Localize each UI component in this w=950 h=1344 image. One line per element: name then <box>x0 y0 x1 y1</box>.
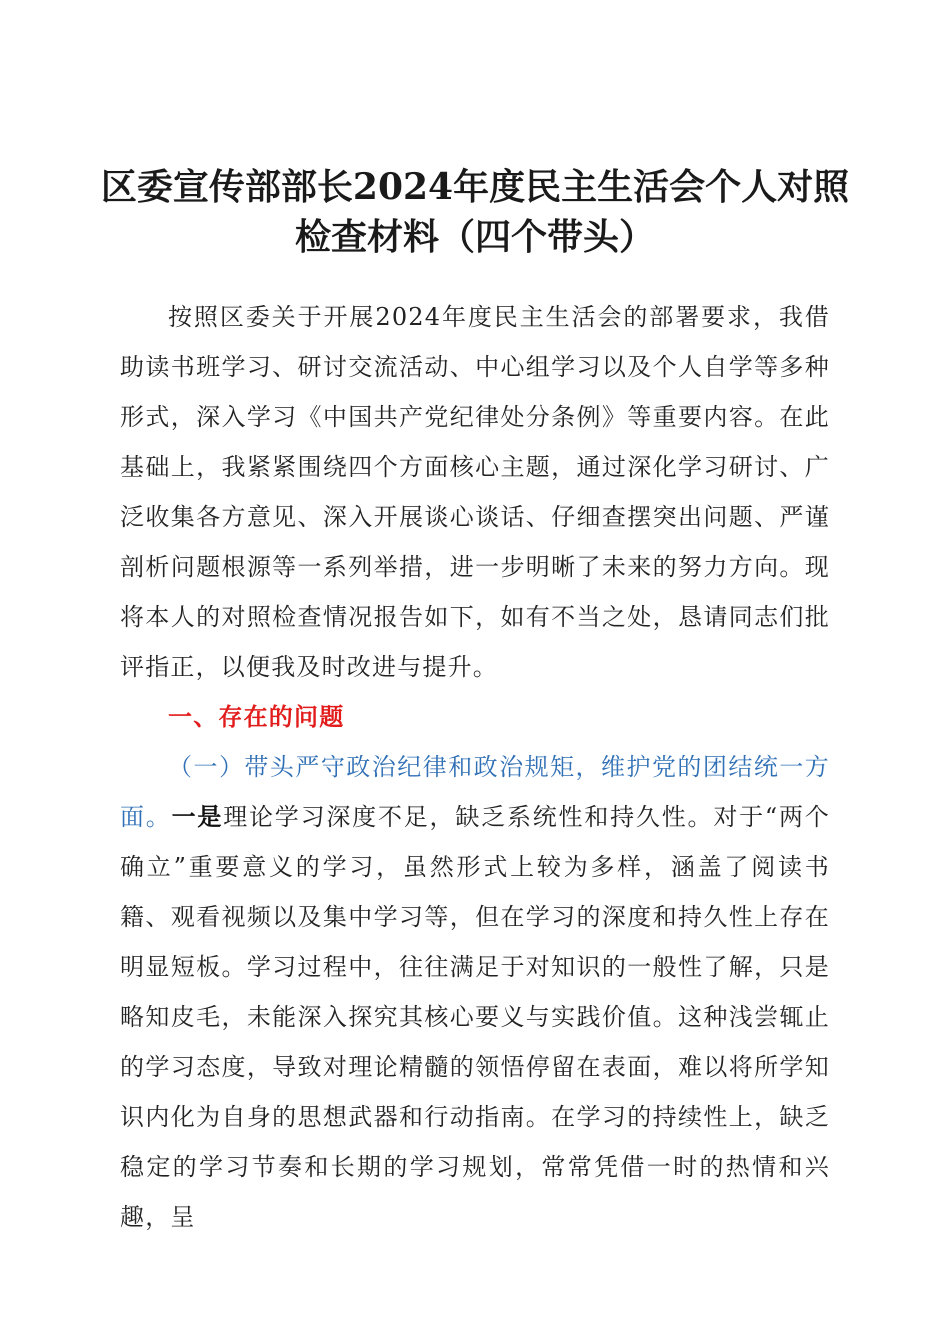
document-body <box>120 292 830 1242</box>
title-line-2: 检查材料（四个带头） <box>294 216 655 258</box>
paragraph-2-text: 理论学习深度不足，缺乏系统性和持久性。对于“两个确立”重要意义的学习，虽然形式上较为多样，涵盖了阅读书籍、观看视频以及集中学习等，但在学习的深度和持久性上存在明显短板。学习过程中，往往满足于对知识的一般性了解，只是略知皮毛，未能深入探究其核心要义与实践价值。这种浅尝辄止的学习态度，导致对理论精髓的领悟停留在表面，难以将所学知识内化为自身的思想武器和行动指南。在学习的持续性上，缺乏稳定的学习节奏和长期的学习规划，常常凭借一时的热情和兴趣，呈 <box>120 803 830 1231</box>
section-heading: 一、存在的问题 <box>168 703 345 731</box>
subsection-heading: （一）带头严守政治纪律和政治规矩，维护党的团结统一方面。 <box>120 753 830 831</box>
lead-label: 一是 <box>171 802 224 831</box>
subsection-paragraph <box>120 742 830 1242</box>
document-title <box>100 162 850 262</box>
title-line-1: 区委宣传部部长2024年度民主生活会个人对照 <box>100 166 850 208</box>
intro-paragraph: 按照区委关于开展2024年度民主生活会的部署要求，我借助读书班学习、研讨交流活动、中心组学习以及个人自学等多种形式，深入学习《中国共产党纪律处分条例》等重要内容。在此基础上，我紧紧围绕四个方面核心主题，通过深化学习研讨、广泛收集各方意见、深入开展谈心谈话、仔细查摆突出问题、严谨剖析问题根源等一系列举措，进一步明晰了未来的努力方向。现将本人的对照检查情况报告如下，如有不当之处，恳请同志们批评指正，以便我及时改进与提升。 <box>120 303 830 681</box>
